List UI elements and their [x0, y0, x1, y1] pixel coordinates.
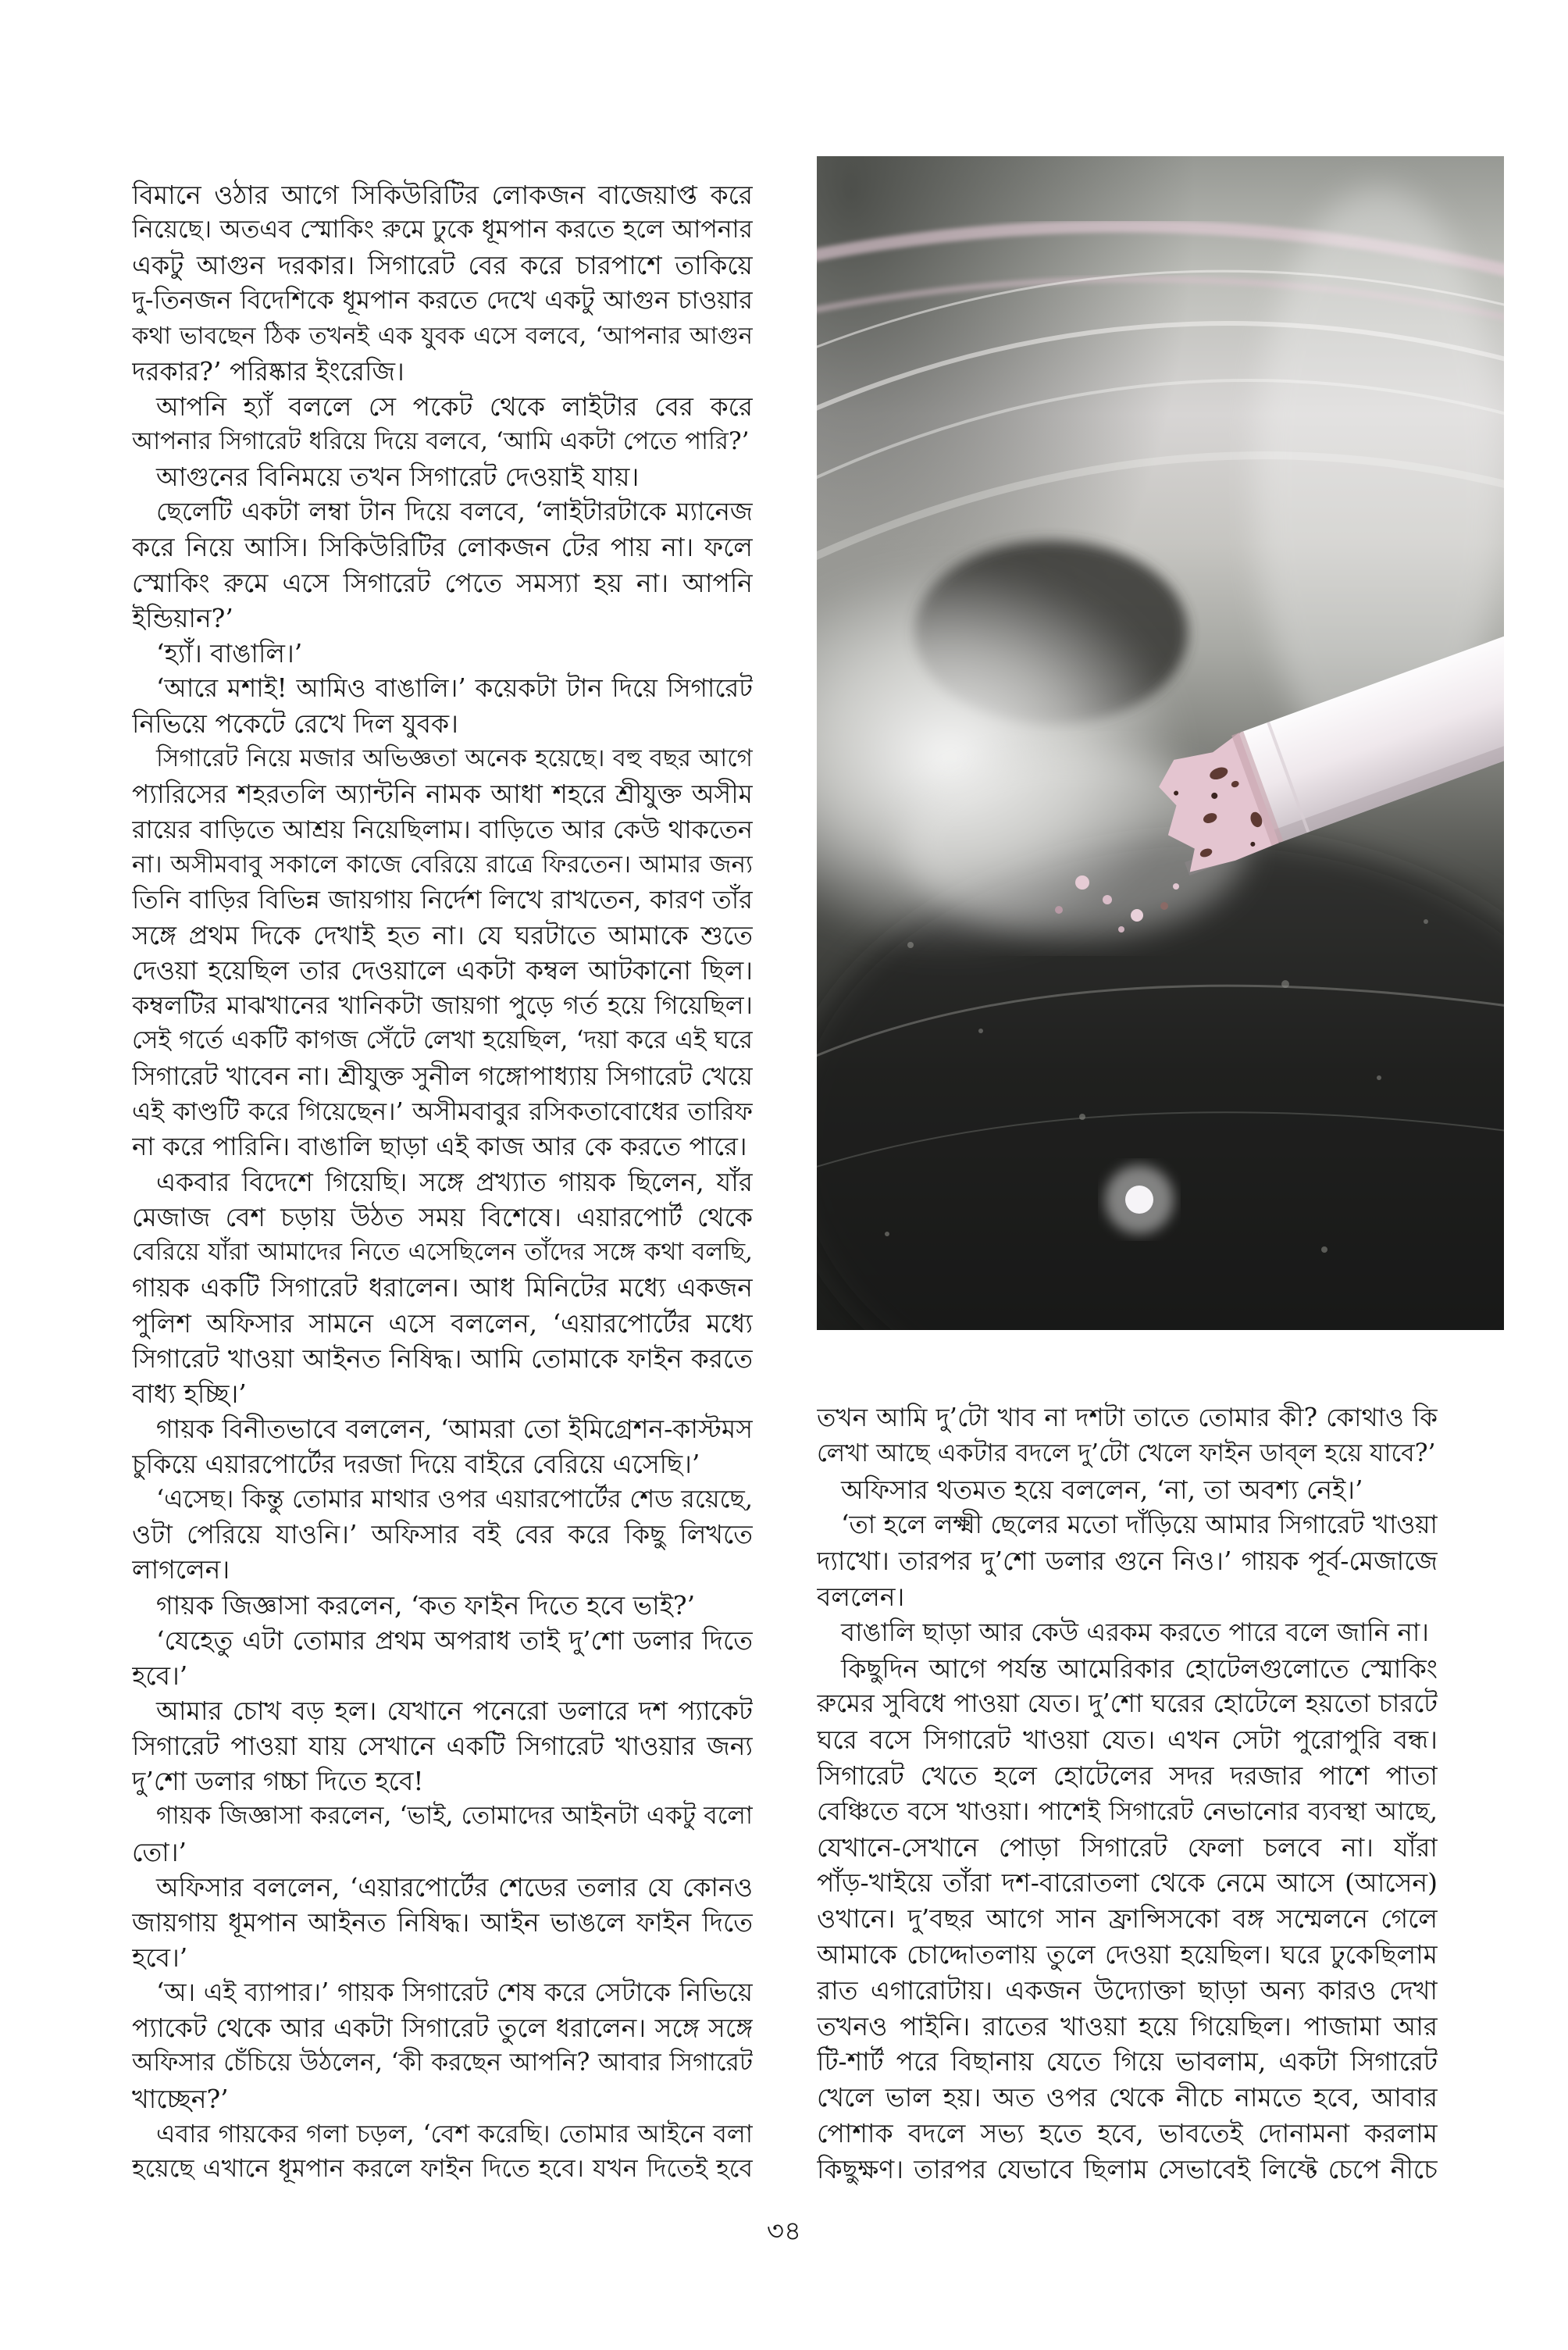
photo-illustration — [817, 156, 1504, 1330]
text-line: বেরিয়ে যাঁরা আমাদের নিতে এসেছিলেন তাঁদের সঙ্গে কথা বলছি, — [132, 1238, 753, 1267]
text-line: সিগারেট খাওয়া আইনত নিষিদ্ধ। আমি তোমাকে ফাইন করতে — [132, 1343, 753, 1374]
text-line: ‘আরে মশাই! আমিও বাঙালি।’ কয়েকটা টান দিয়ে সিগারেট — [156, 672, 753, 703]
text-line: জায়গায় ধূমপান আইনত নিষিদ্ধ। আইন ভাঙলে ফাইন দিতে — [132, 1906, 753, 1938]
text-line: সঙ্গে প্রথম দিকে দেখাই হত না। যে ঘরটাতে আমাকে শুতে — [132, 919, 753, 950]
text-line: গায়ক একটি সিগারেট ধরালেন। আধ মিনিটের মধ্যে একজন — [132, 1272, 753, 1303]
text-line: করে নিয়ে আসি। সিকিউরিটির লোকজন টের পায় না। ফলে — [132, 532, 753, 563]
text-line: ‘অ। এই ব্যাপার।’ গায়ক সিগারেট শেষ করে সেটাকে নিভিয়ে — [156, 1977, 753, 2008]
text-line: পোশাক বদলে সভ্য হতে হবে, ভাবতেই দোনামনা করলাম — [817, 2117, 1438, 2149]
right-text-column — [817, 1400, 1438, 2188]
text-line: পাঁড়-খাইয়ে তাঁরা দশ-বারোতলা থেকে নেমে আসে (আসেন) — [817, 1867, 1438, 1899]
text-line: তখনও পাইনি। রাতের খাওয়া হয়ে গিয়েছিল। পাজামা আর — [817, 2010, 1438, 2042]
text-line: ছেলেটি একটা লম্বা টান দিয়ে বলবে, ‘লাইটারটাকে ম্যানেজ — [156, 497, 753, 527]
text-line: নিয়েছে। অতএব স্মোকিং রুমে ঢুকে ধূমপান করতে হলে আপনার — [132, 216, 753, 244]
text-line: ইন্ডিয়ান?’ — [132, 602, 233, 633]
text-line: গায়ক জিজ্ঞাসা করলেন, ‘ভাই, তোমাদের আইনটা একটু বলো — [156, 1802, 753, 1831]
text-line: না। অসীমবাবু সকালে কাজে বেরিয়ে রাত্রে ফিরতেন। আমার জন্য — [132, 850, 753, 879]
text-line: গায়ক জিজ্ঞাসা করলেন, ‘কত ফাইন দিতে হবে ভাই?’ — [156, 1589, 696, 1621]
text-line: হবে।’ — [132, 1660, 188, 1691]
text-line: হবে।’ — [132, 1942, 188, 1974]
text-line: একটু আগুন দরকার। সিগারেট বের করে চারপাশে তাকিয়ে — [132, 250, 753, 281]
text-line: লেখা আছে একটার বদলে দু’টো খেলে ফাইন ডাব্‌ল হয়ে যাবে?’ — [817, 1439, 1436, 1467]
text-line: ‘যেহেতু এটা তোমার প্রথম অপরাধ তাই দু’শো ডলার দিতে — [156, 1624, 753, 1656]
text-line: চুকিয়ে এয়ারপোর্টের দরজা দিয়ে বাইরে বেরিয়ে এসেছি।’ — [132, 1449, 700, 1480]
text-line: রায়ের বাড়িতে আশ্রয় নিয়েছিলাম। বাড়িতে আর কেউ থাকতেন — [132, 814, 753, 844]
text-line: মেজাজ বেশ চড়ায় উঠত সময় বিশেষে। এয়ারপোর্ট থেকে — [132, 1202, 753, 1233]
text-line: দ্যাখো। তারপর দু’শো ডলার গুনে নিও।’ গায়ক পূর্ব-মেজাজে — [817, 1546, 1438, 1577]
text-line: যেখানে-সেখানে পোড়া সিগারেট ফেলা চলবে না। যাঁরা — [817, 1831, 1438, 1863]
text-line: আমাকে চোদ্দোতলায় তুলে দেওয়া হয়েছিল। ঘরে ঢুকেছিলাম — [817, 1938, 1438, 1970]
text-line: তখন আমি দু’টো খাব না দশটা তাতে তোমার কী? কোথাও কি — [817, 1403, 1438, 1432]
text-line: কম্বলটির মাঝখানের খানিকটা জায়গা পুড়ে গর্ত হয়ে গিয়েছিল। — [132, 990, 753, 1021]
text-line: এই কাণ্ডটি করে গিয়েছেন।’ অসীমবাবুর রসিকতাবোধের তারিফ — [132, 1096, 753, 1126]
text-line: বাঙালি ছাড়া আর কেউ এরকম করতে পারে বলে জানি না। — [841, 1617, 1429, 1647]
text-line: এবার গায়কের গলা চড়ল, ‘বেশ করেছি। তোমার আইনে বলা — [156, 2118, 753, 2149]
text-line: একবার বিদেশে গিয়েছি। সঙ্গে প্রখ্যাত গায়ক ছিলেন, যাঁর — [156, 1166, 753, 1197]
cigarette-ashtray-photo — [817, 156, 1504, 1330]
text-line: ওটা পেরিয়ে যাওনি।’ অফিসার বই বের করে কিছু লিখতে — [132, 1519, 753, 1550]
text-line: কিছুদিন আগে পর্যন্ত আমেরিকার হোটেলগুলোতে স্মোকিং — [841, 1653, 1438, 1684]
text-line: আমার চোখ বড় হল। যেখানে পনেরো ডলারে দশ প্যাকেট — [156, 1696, 753, 1727]
text-line: টি-শার্ট পরে বিছানায় যেতে গিয়ে ভাবলাম, একটা সিগারেট — [817, 2046, 1438, 2077]
text-line: সিগারেট নিয়ে মজার অভিজ্ঞতা অনেক হয়েছে। বহু বছর আগে — [156, 744, 753, 773]
text-line: বেঞ্চিতে বসে খাওয়া। পাশেই সিগারেট নেভানোর ব্যবস্থা আছে, — [817, 1795, 1438, 1826]
text-line: ‘তা হলে লক্ষ্মী ছেলের মতো দাঁড়িয়ে আমার সিগারেট খাওয়া — [841, 1510, 1438, 1540]
text-line: পুলিশ অফিসার সামনে এসে বললেন, ‘এয়ারপোর্টের মধ্যে — [132, 1307, 753, 1339]
text-line: প্যারিসের শহরতলি অ্যান্টনি নামক আধা শহরে শ্রীযুক্ত অসীম — [132, 779, 753, 810]
text-line: অফিসার বললেন, ‘এয়ারপোর্টের শেডের তলার যে কোনও — [156, 1871, 753, 1902]
text-line: দরকার?’ পরিষ্কার ইংরেজি। — [132, 355, 404, 387]
text-line: না করে পারিনি। বাঙালি ছাড়া এই কাজ আর কে করতে পারে। — [132, 1131, 747, 1161]
text-line: বিমানে ওঠার আগে সিকিউরিটির লোকজন বাজেয়াপ্ত করে — [132, 180, 753, 210]
left-text-column — [132, 177, 753, 2187]
text-line: আগুনের বিনিময়ে তখন সিগারেট দেওয়াই যায়। — [156, 462, 640, 493]
text-line: রুমের সুবিধে পাওয়া যেত। দু’শো ঘরের হোটেলে হয়তো চারটে — [817, 1689, 1438, 1719]
text-line: খাচ্ছেন?’ — [132, 2083, 229, 2114]
text-line: কথা ভাবছেন ঠিক তখনই এক যুবক এসে বলবে, ‘আপনার আগুন — [132, 322, 753, 350]
text-line: বললেন। — [817, 1581, 905, 1612]
text-line: ওখানে। দু’বছর আগে সান ফ্রান্সিসকো বঙ্গ সম্মেলনে গেলে — [817, 1903, 1438, 1935]
text-line: দেওয়া হয়েছিল তার দেওয়ালে একটা কম্বল আটকানো ছিল। — [132, 955, 753, 986]
text-line: খেলে ভাল হয়। অত ওপর থেকে নীচে নামতে হবে, আবার — [817, 2082, 1438, 2113]
text-line: সিগারেট খাবেন না। শ্রীযুক্ত সুনীল গঙ্গোপাধ্যায় সিগারেট খেয়ে — [132, 1061, 753, 1091]
text-line: রাত এগারোটায়। একজন উদ্যোক্তা ছাড়া অন্য কারও দেখা — [817, 1974, 1438, 2006]
text-line: তো।’ — [132, 1836, 187, 1867]
text-line: সিগারেট পাওয়া যায় সেখানে একটি সিগারেট খাওয়ার জন্য — [132, 1731, 753, 1762]
text-line: স্মোকিং রুমে এসে সিগারেট পেতে সমস্যা হয় না। আপনি — [132, 567, 753, 598]
text-line: দু-তিনজন বিদেশিকে ধূমপান করতে দেখে একটু আগুন চাওয়ার — [132, 285, 753, 316]
text-line: আপনি হ্যাঁ বললে সে পকেট থেকে লাইটার বের করে — [156, 390, 753, 422]
page-number: ৩৪ — [766, 2216, 802, 2247]
text-line: গায়ক বিনীতভাবে বললেন, ‘আমরা তো ইমিগ্রেশন-কাস্টমস — [156, 1413, 753, 1444]
text-line: প্যাকেট থেকে আর একটা সিগারেট তুলে ধরালেন। সঙ্গে সঙ্গে — [132, 2013, 753, 2044]
text-line: ‘এসেছ। কিন্তু তোমার মাথার ওপর এয়ারপোর্টের শেড রয়েছে, — [156, 1484, 753, 1514]
text-line: অফিসার চেঁচিয়ে উঠলেন, ‘কী করছেন আপনি? আবার সিগারেট — [132, 2049, 753, 2077]
text-line: অফিসার থতমত হয়ে বললেন, ‘না, তা অবশ্য নেই।’ — [841, 1474, 1363, 1505]
text-line: ঘরে বসে সিগারেট খাওয়া যেত। এখন সেটা পুরোপুরি বন্ধ। — [817, 1724, 1438, 1756]
text-line: কিছুক্ষণ। তারপর যেভাবে ছিলাম সেভাবেই লিফ্টে চেপে নীচে — [817, 2153, 1438, 2184]
text-line: বাধ্য হচ্ছি।’ — [132, 1378, 247, 1409]
text-line: নিভিয়ে পকেটে রেখে দিল যুবক। — [132, 708, 458, 740]
text-line: আপনার সিগারেট ধরিয়ে দিয়ে বলবে, ‘আমি একটা পেতে পারি?’ — [132, 426, 750, 455]
text-line: তিনি বাড়ির বিভিন্ন জায়গায় নির্দেশ লিখে রাখতেন, কারণ তাঁর — [132, 884, 753, 915]
light-reflection — [1105, 1165, 1174, 1234]
text-line: ‘হ্যাঁ। বাঙালি।’ — [156, 637, 303, 669]
text-line: দু’শো ডলার গচ্চা দিতে হবে! — [132, 1766, 424, 1797]
text-line: হয়েছে এখানে ধূমপান করলে ফাইন দিতে হবে। যখন দিতেই হবে — [132, 2154, 753, 2183]
text-line: সিগারেট খেতে হলে হোটেলের সদর দরজার পাশে পাতা — [817, 1760, 1438, 1791]
text-line: সেই গর্তে একটি কাগজ সেঁটে লেখা হয়েছিল, ‘দয়া করে এই ঘরে — [132, 1026, 753, 1055]
text-line: লাগলেন। — [132, 1554, 230, 1585]
